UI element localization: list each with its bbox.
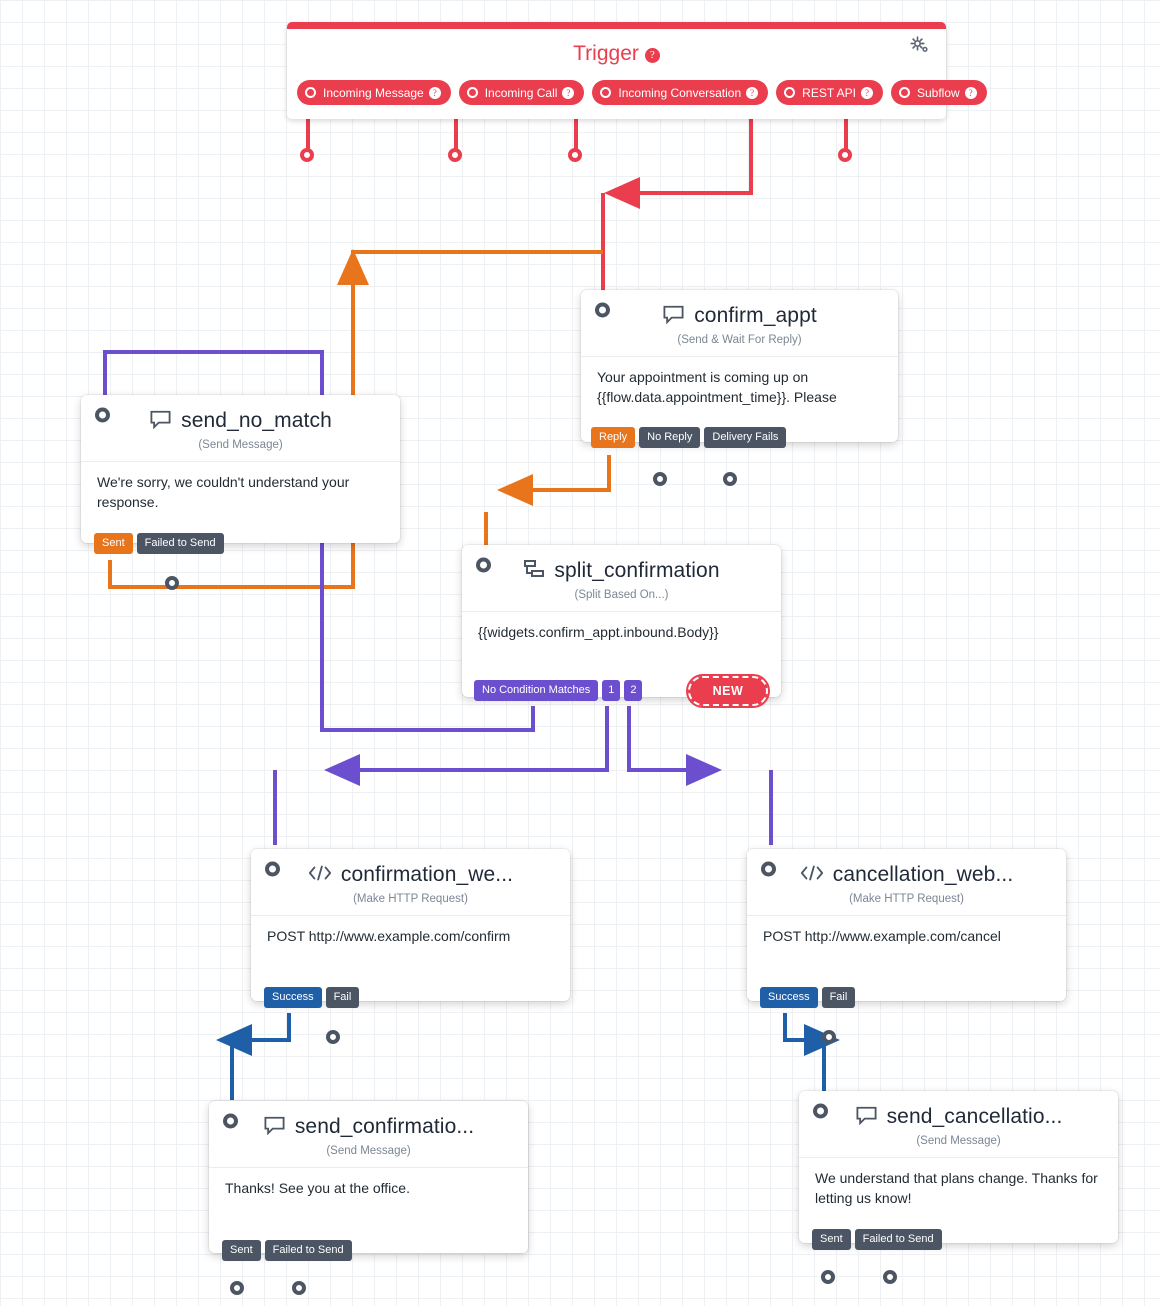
trigger-option-incoming-conversation[interactable] xyxy=(592,80,768,105)
node-body-text: We understand that plans change. Thanks for letting us know! xyxy=(799,1157,1118,1225)
output-pill-no-condition-matches[interactable]: No Condition Matches xyxy=(474,680,598,701)
node-outputs-send-no-match xyxy=(94,533,224,554)
trigger-option-subflow[interactable] xyxy=(891,80,987,105)
output-pill-sent[interactable]: Sent xyxy=(94,533,133,554)
help-icon[interactable]: ? xyxy=(562,87,574,99)
node-header xyxy=(747,849,1066,889)
node-outputs-send-confirmation xyxy=(222,1240,352,1261)
node-body-text: We're sorry, we couldn't understand your response. xyxy=(81,461,400,529)
trigger-options xyxy=(297,80,987,105)
node-title: send_cancellatio... xyxy=(886,1105,1063,1128)
chat-bubble-icon xyxy=(263,1115,286,1139)
node-header xyxy=(799,1091,1118,1131)
help-icon[interactable]: ? xyxy=(861,87,873,99)
output-pill-failed-to-send[interactable]: Failed to Send xyxy=(855,1229,942,1250)
node-subtitle: (Send Message) xyxy=(916,1135,1001,1147)
output-pill-fail[interactable]: Fail xyxy=(822,987,856,1008)
node-title: split_confirmation xyxy=(554,559,720,582)
node-outputs-confirmation-webhook xyxy=(264,987,359,1008)
trigger-option-label: Incoming Conversation xyxy=(618,85,742,100)
trigger-title-text: Trigger xyxy=(573,42,639,65)
output-pill-reply[interactable]: Reply xyxy=(591,427,635,448)
node-header xyxy=(209,1101,528,1141)
radio-icon xyxy=(899,87,910,98)
code-icon xyxy=(308,863,332,887)
node-input-connector[interactable] xyxy=(813,1104,828,1119)
node-input-connector[interactable] xyxy=(95,408,110,423)
output-knob-fail[interactable] xyxy=(822,1030,836,1044)
output-pill-failed-to-send[interactable]: Failed to Send xyxy=(265,1240,352,1261)
node-header xyxy=(462,545,781,585)
node-subtitle: (Split Based On...) xyxy=(574,589,669,601)
help-icon[interactable]: ? xyxy=(429,87,441,99)
node-input-connector[interactable] xyxy=(265,862,280,877)
trigger-output-knob-incoming-call[interactable] xyxy=(448,148,462,162)
trigger-accent-bar xyxy=(287,22,946,29)
node-send-confirmation[interactable] xyxy=(209,1101,528,1253)
node-body-text: {{widgets.confirm_appt.inbound.Body}} xyxy=(462,611,781,658)
node-body-text: POST http://www.example.com/cancel xyxy=(747,915,1066,962)
node-body-text: POST http://www.example.com/confirm xyxy=(251,915,570,962)
output-pill-delivery-fails[interactable]: Delivery Fails xyxy=(704,427,786,448)
help-icon[interactable]: ? xyxy=(645,48,660,63)
node-outputs-cancellation-webhook xyxy=(760,987,855,1008)
output-knob-sent[interactable] xyxy=(230,1281,244,1295)
node-header xyxy=(81,395,400,435)
node-subtitle: (Send Message) xyxy=(326,1145,411,1157)
node-cancellation-webhook[interactable] xyxy=(747,849,1066,1001)
output-pill-success[interactable]: Success xyxy=(264,987,322,1008)
node-title: send_confirmatio... xyxy=(294,1115,475,1138)
node-outputs-split-confirmation xyxy=(474,680,642,701)
node-outputs-send-cancellation xyxy=(812,1229,942,1250)
node-input-connector[interactable] xyxy=(476,558,491,573)
output-pill-no-reply[interactable]: No Reply xyxy=(639,427,700,448)
output-knob-fail[interactable] xyxy=(326,1030,340,1044)
node-body-text: Your appointment is coming up on {{flow.data.appointment_time}}. Please xyxy=(581,356,898,424)
output-pill-sent[interactable]: Sent xyxy=(812,1229,851,1250)
output-knob-failed-to-send[interactable] xyxy=(165,576,179,590)
trigger-output-knob-incoming-conversation[interactable] xyxy=(568,148,582,162)
trigger-option-label: Incoming Message xyxy=(323,85,424,100)
node-title: send_no_match xyxy=(181,409,332,432)
node-header xyxy=(581,290,898,330)
output-knob-delivery-fails[interactable] xyxy=(723,472,737,486)
node-subtitle: (Send & Wait For Reply) xyxy=(677,334,802,346)
output-knob-failed-to-send[interactable] xyxy=(883,1270,897,1284)
node-send-no-match[interactable] xyxy=(81,395,400,543)
code-icon xyxy=(800,863,824,887)
node-subtitle: (Make HTTP Request) xyxy=(849,893,964,905)
output-knob-no-reply[interactable] xyxy=(653,472,667,486)
trigger-output-knob-incoming-message[interactable] xyxy=(300,148,314,162)
output-pill-sent[interactable]: Sent xyxy=(222,1240,261,1261)
output-knob-sent[interactable] xyxy=(821,1270,835,1284)
output-pill-condition-1[interactable]: 1 xyxy=(602,680,620,701)
node-confirmation-webhook[interactable] xyxy=(251,849,570,1001)
trigger-option-label: Incoming Call xyxy=(484,85,558,100)
radio-icon xyxy=(305,87,316,98)
radio-icon xyxy=(467,87,478,98)
node-input-connector[interactable] xyxy=(595,303,610,318)
new-condition-button[interactable]: NEW xyxy=(688,676,768,706)
node-input-connector[interactable] xyxy=(761,862,776,877)
trigger-option-rest-api[interactable] xyxy=(776,80,883,105)
node-outputs-confirm-appt xyxy=(591,427,786,448)
node-title: confirm_appt xyxy=(694,304,817,327)
radio-icon xyxy=(600,87,611,98)
chat-bubble-icon xyxy=(149,409,172,433)
gear-icon[interactable] xyxy=(910,36,930,59)
trigger-option-label: Subflow xyxy=(916,85,960,100)
trigger-output-knob-subflow[interactable] xyxy=(838,148,852,162)
trigger-option-incoming-message[interactable] xyxy=(297,80,451,105)
node-input-connector[interactable] xyxy=(223,1114,238,1129)
node-subtitle: (Make HTTP Request) xyxy=(353,893,468,905)
node-title: confirmation_we... xyxy=(340,863,514,886)
output-pill-condition-2[interactable]: 2 xyxy=(624,680,642,701)
node-body-text: Thanks! See you at the office. xyxy=(209,1167,528,1214)
output-knob-failed-to-send[interactable] xyxy=(292,1281,306,1295)
node-header xyxy=(251,849,570,889)
node-title: cancellation_web... xyxy=(832,863,1014,886)
trigger-title xyxy=(287,29,946,66)
split-icon xyxy=(523,559,545,583)
output-pill-success[interactable]: Success xyxy=(760,987,818,1008)
help-icon[interactable]: ? xyxy=(965,87,977,99)
node-subtitle: (Send Message) xyxy=(198,439,283,451)
trigger-option-incoming-call[interactable] xyxy=(459,80,585,105)
output-pill-fail[interactable]: Fail xyxy=(326,987,360,1008)
node-split-confirmation[interactable] xyxy=(462,545,781,697)
node-send-cancellation[interactable] xyxy=(799,1091,1118,1243)
chat-bubble-icon xyxy=(662,304,685,328)
trigger-node[interactable] xyxy=(287,22,973,119)
chat-bubble-icon xyxy=(855,1105,878,1129)
trigger-option-label: REST API xyxy=(802,85,856,100)
radio-icon xyxy=(784,87,795,98)
help-icon[interactable]: ? xyxy=(746,87,758,99)
node-confirm-appt[interactable] xyxy=(581,290,898,442)
output-pill-failed-to-send[interactable]: Failed to Send xyxy=(137,533,224,554)
